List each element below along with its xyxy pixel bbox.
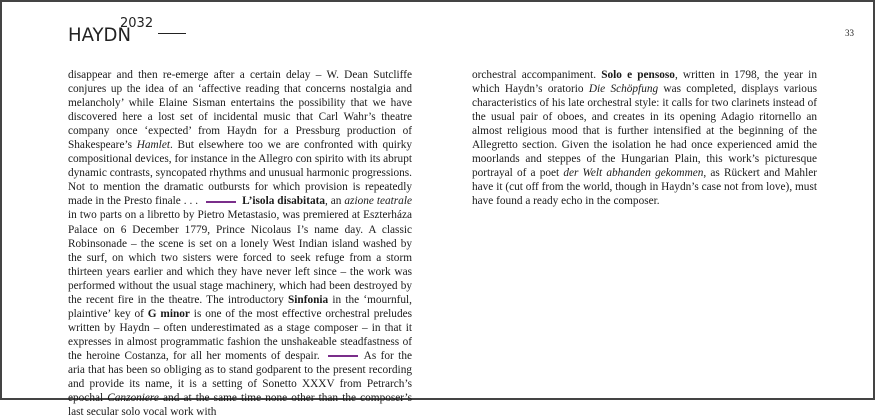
text-run: and at the same time none other than the composer’s last secular solo vocal work with xyxy=(68,392,412,419)
text-run: , an xyxy=(325,195,345,208)
right-text-column xyxy=(472,68,817,208)
text-run: orchestral accompaniment. xyxy=(472,69,602,81)
haydn2032-logo xyxy=(68,16,154,46)
text-run: in the ‘mournful, plaintive’ key of xyxy=(68,293,412,320)
text-run: , as Rückert and Mahler have it (cut off from the world, though in Haydn’s case not from love), must have found a ready echo in the composer. xyxy=(472,167,817,208)
key-g-minor: G minor xyxy=(147,307,190,320)
page-number: 33 xyxy=(845,28,854,38)
work-title-die-schopfung: Die Schöpfung xyxy=(588,83,659,96)
section-marker xyxy=(328,355,358,357)
movement-sinfonia: Sinfonia xyxy=(288,293,329,306)
work-title-isola-disabitata: L’isola disabitata xyxy=(242,195,326,208)
body-paragraph xyxy=(68,68,412,419)
text-run: is one of the most effective orchestral preludes written by Haydn – often underestimated as a stage composer – in that it expresses in almost programmatic fashion the unshakeable steadfastness of the heroine Costanza, for all her moments of despair. xyxy=(68,307,413,362)
text-run: disappear and then re-emerge after a certain delay – W. Dean Sutcliffe conjures up the idea of an ‘affective reading that concerns nostalgia and melancholy’ while Elaine Sisman entertains the possibility that we have discovered here a lost set of incidental music that Carl Wahr’s theatre company once ‘expected’ from Haydn for a Pressburg production of Shakespeare’s xyxy=(68,69,412,152)
text-run: , written in 1798, the year in which Haydn’s oratorio xyxy=(472,69,817,96)
text-run: in two parts on a libretto by Pietro Metastasio, was premiered at Eszterháza Palace on 6 December 1779, Prince Nicolaus I’s name day. A classic Robinsonade – the scene is set on a lonely West Indian island washed by the surf, on which two sisters were forced to seek refuge from a storm thirteen years earlier and which they have never left since – the work was performed without the usual stage machinery, which had been destroyed by the recent fire in the theatre. The introductory xyxy=(68,209,412,306)
genre-term: azione teatrale xyxy=(344,195,412,208)
text-run: was completed, displays various characteristics of his late orchestral style: it calls for two clarinets instead of the usual pair of oboes, and creates in its opening Adagio ritornello an almost religious mood that is further intensified at the beginning of the Allegretto section. Given the isolation he had once experienced amid the moorlands and steppes of the Hungarian Plain, this work’s picturesque portrayal of a poet xyxy=(472,83,818,180)
text-run: As for the aria that has been so obliging as to stand godparent to the present recording and provide its name, it is a setting of Sonetto XXXV from Petrarch’s epochal xyxy=(68,349,412,405)
logo-main-text: HAYDN xyxy=(68,24,131,46)
left-text-column xyxy=(68,68,412,419)
logo-rule xyxy=(158,33,186,34)
work-title-hamlet: Hamlet xyxy=(136,139,170,152)
work-title-solo-e-pensoso: Solo e pensoso xyxy=(601,69,675,81)
body-paragraph xyxy=(472,68,817,208)
logo-superscript: 2032 xyxy=(120,16,154,31)
quote-der-welt: der Welt abhanden gekommen xyxy=(563,167,704,180)
work-title-canzoniere: Canzoniere xyxy=(107,392,159,405)
section-marker xyxy=(206,201,236,203)
text-run: . But elsewhere too we are confronted with quirky compositional devices, for instance in the Allegro con spirito with its abrupt dynamic contrasts, syncopated rhythms and unusual harmonic progressions. Not to mention the dramatic outbursts for which provision is repeatedly made in the Presto finale . . . xyxy=(68,139,412,208)
